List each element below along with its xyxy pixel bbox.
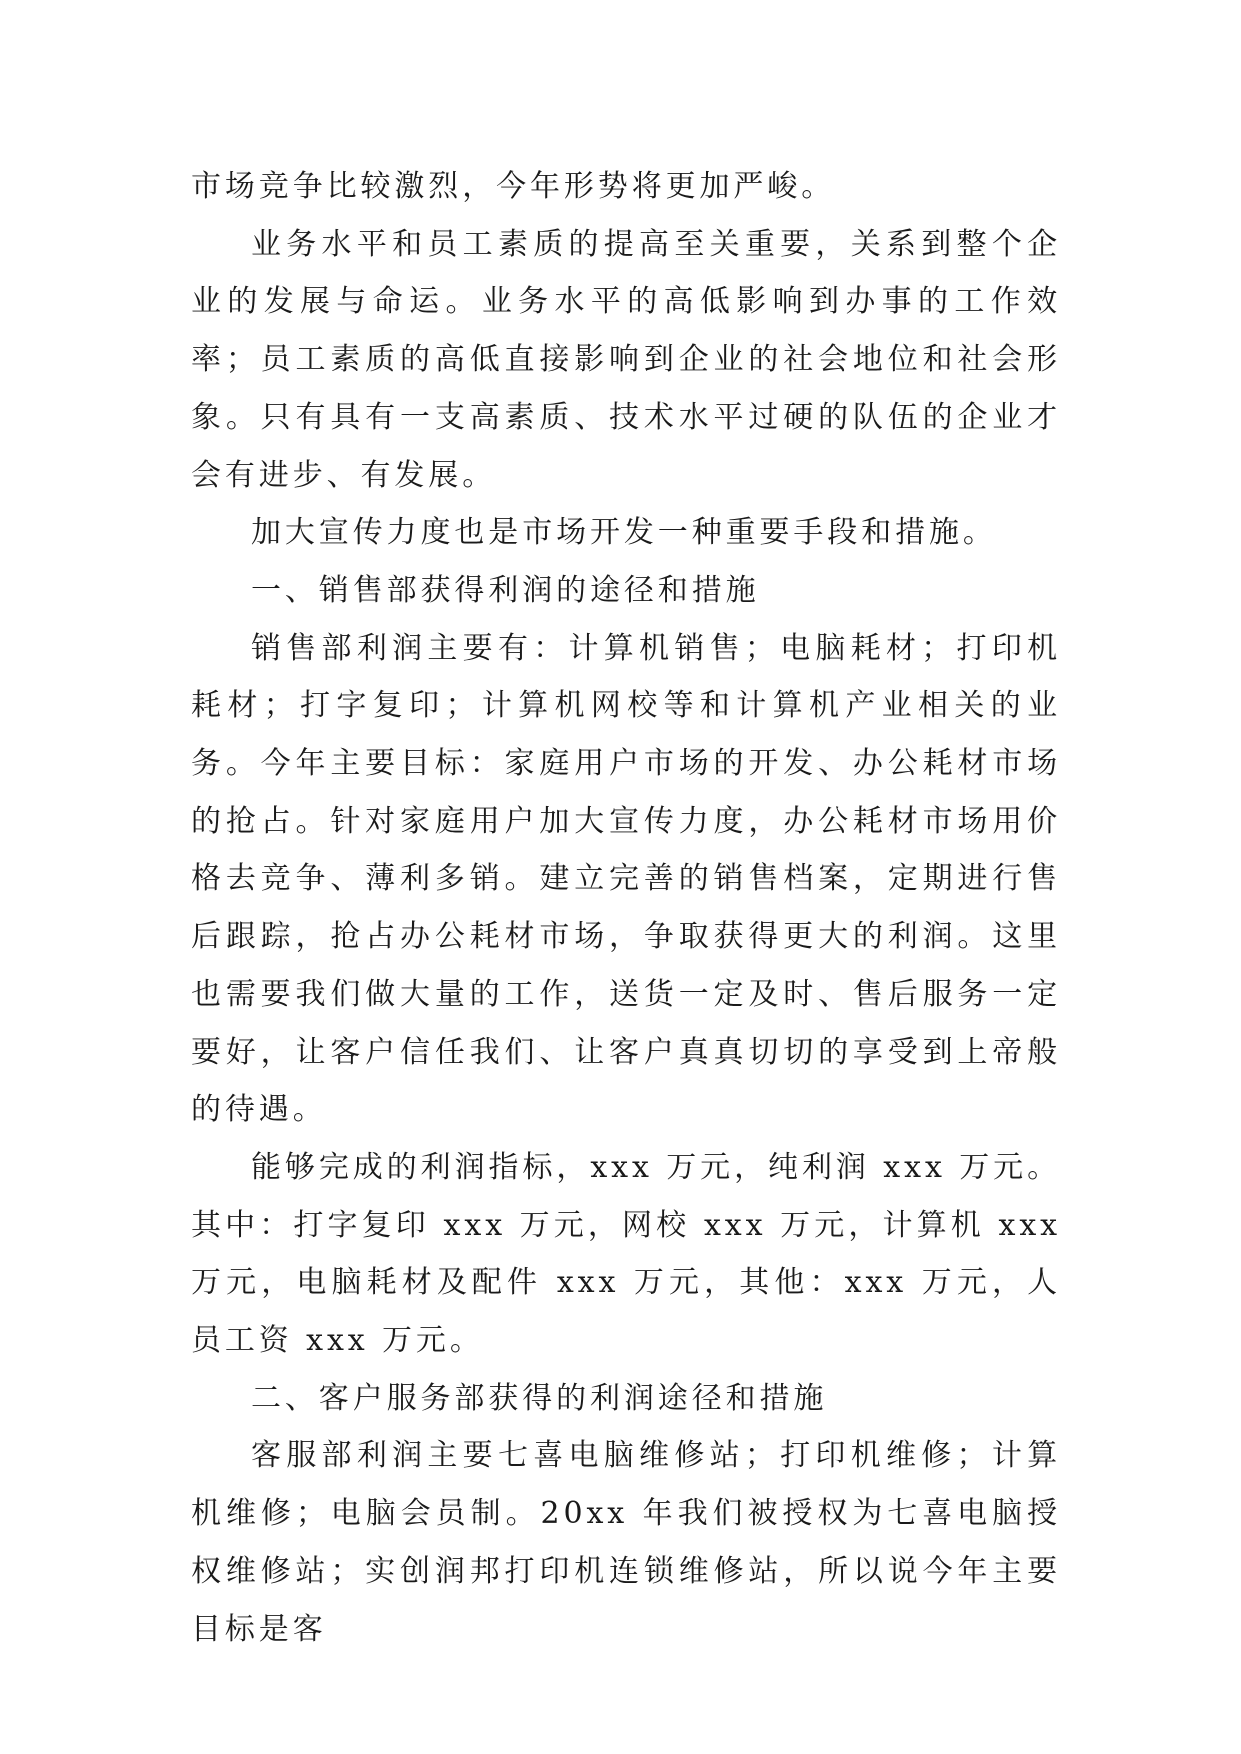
paragraph-publicity: 加大宣传力度也是市场开发一种重要手段和措施。 — [251, 515, 997, 551]
document-body — [191, 158, 1061, 1658]
section-heading-sales: 一、销售部获得利润的途径和措施 — [251, 572, 760, 608]
paragraph-market-competition: 市场竞争比较激烈，今年形势将更加严峻。 — [191, 169, 836, 204]
paragraph-profit-targets: 能够完成的利润指标，xxx 万元，纯利润 xxx 万元。其中：打字复印 xxx 万元，网校 xxx 万元，计算机 xxx 万元，电脑耗材及配件 xxx 万元，其他：xxx 万元，人员工资 xxx 万元。 — [191, 1149, 1061, 1359]
section-heading-customer-service: 二、客户服务部获得的利润途径和措施 — [251, 1380, 828, 1416]
paragraph-staff-quality: 业务水平和员工素质的提高至关重要，关系到整个企业的发展与命运。业务水平的高低影响到办事的工作效率；员工素质的高低直接影响到企业的社会地位和社会形象。只有具有一支高素质、技术水平过硬的队伍的企业才会有进步、有发展。 — [191, 226, 1061, 493]
paragraph-customer-service-profit: 客服部利润主要七喜电脑维修站；打印机维修；计算机维修；电脑会员制。20xx 年我们被授权为七喜电脑授权维修站；实创润邦打印机连锁维修站，所以说今年主要目标是客 — [191, 1438, 1061, 1647]
paragraph-sales-profit: 销售部利润主要有：计算机销售；电脑耗材；打印机耗材；打字复印；计算机网校等和计算机产业相关的业务。今年主要目标：家庭用户市场的开发、办公耗材市场的抢占。针对家庭用户加大宣传力度，办公耗材市场用价格去竞争、薄利多销。建立完善的销售档案，定期进行售后跟踪，抢占办公耗材市场，争取获得更大的利润。这里也需要我们做大量的工作，送货一定及时、售后服务一定要好，让客户信任我们、让客户真真切切的享受到上帝般的待遇。 — [191, 630, 1061, 1128]
